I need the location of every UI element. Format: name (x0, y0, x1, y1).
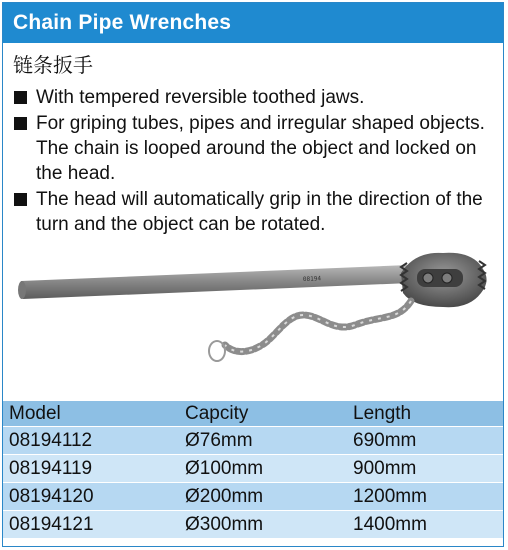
capacity-cell: Ø100mm (185, 457, 264, 479)
spec-table (3, 401, 503, 538)
wrench-chain (209, 301, 411, 361)
title-bar (3, 3, 503, 43)
column-header-model: Model (9, 402, 61, 424)
length-cell: 900mm (353, 457, 417, 479)
page-title: Chain Pipe Wrenches (13, 11, 232, 34)
handle-marking: 08194 (302, 275, 322, 283)
length-cell: 1200mm (353, 485, 427, 507)
feature-list (12, 85, 496, 238)
feature-text: With tempered reversible toothed jaws. (36, 87, 365, 108)
capacity-cell: Ø300mm (185, 513, 264, 535)
model-cell: 08194121 (9, 513, 94, 535)
model-cell: 08194119 (9, 457, 93, 479)
table-row (3, 426, 503, 454)
bullet-square-icon (14, 91, 27, 104)
table-row (3, 482, 503, 510)
bullet-square-icon (14, 117, 27, 130)
capacity-cell: Ø76mm (185, 429, 253, 451)
feature-item (12, 111, 496, 186)
feature-item (12, 187, 496, 237)
feature-text: For griping tubes, pipes and irregular shaped objects. The chain is looped around the object and locked on the head. (36, 113, 485, 184)
table-row (3, 454, 503, 482)
bullet-square-icon (14, 193, 27, 206)
product-card (2, 2, 504, 547)
model-cell: 08194120 (9, 485, 94, 507)
length-cell: 690mm (353, 429, 417, 451)
chinese-subtitle: 链条扳手 (13, 53, 93, 77)
wrench-handle (18, 265, 410, 299)
column-header-capacity: Capcity (185, 402, 249, 424)
model-cell: 08194112 (9, 429, 93, 451)
length-cell: 1400mm (353, 513, 427, 535)
feature-item (12, 85, 496, 110)
table-row (3, 510, 503, 538)
column-header-length: Length (353, 402, 412, 424)
capacity-cell: Ø200mm (185, 485, 264, 507)
table-header-row (3, 401, 503, 426)
chain-wrench-photo (3, 243, 503, 398)
feature-text: The head will automatically grip in the direction of the turn and the object can be rotated. (36, 189, 483, 235)
